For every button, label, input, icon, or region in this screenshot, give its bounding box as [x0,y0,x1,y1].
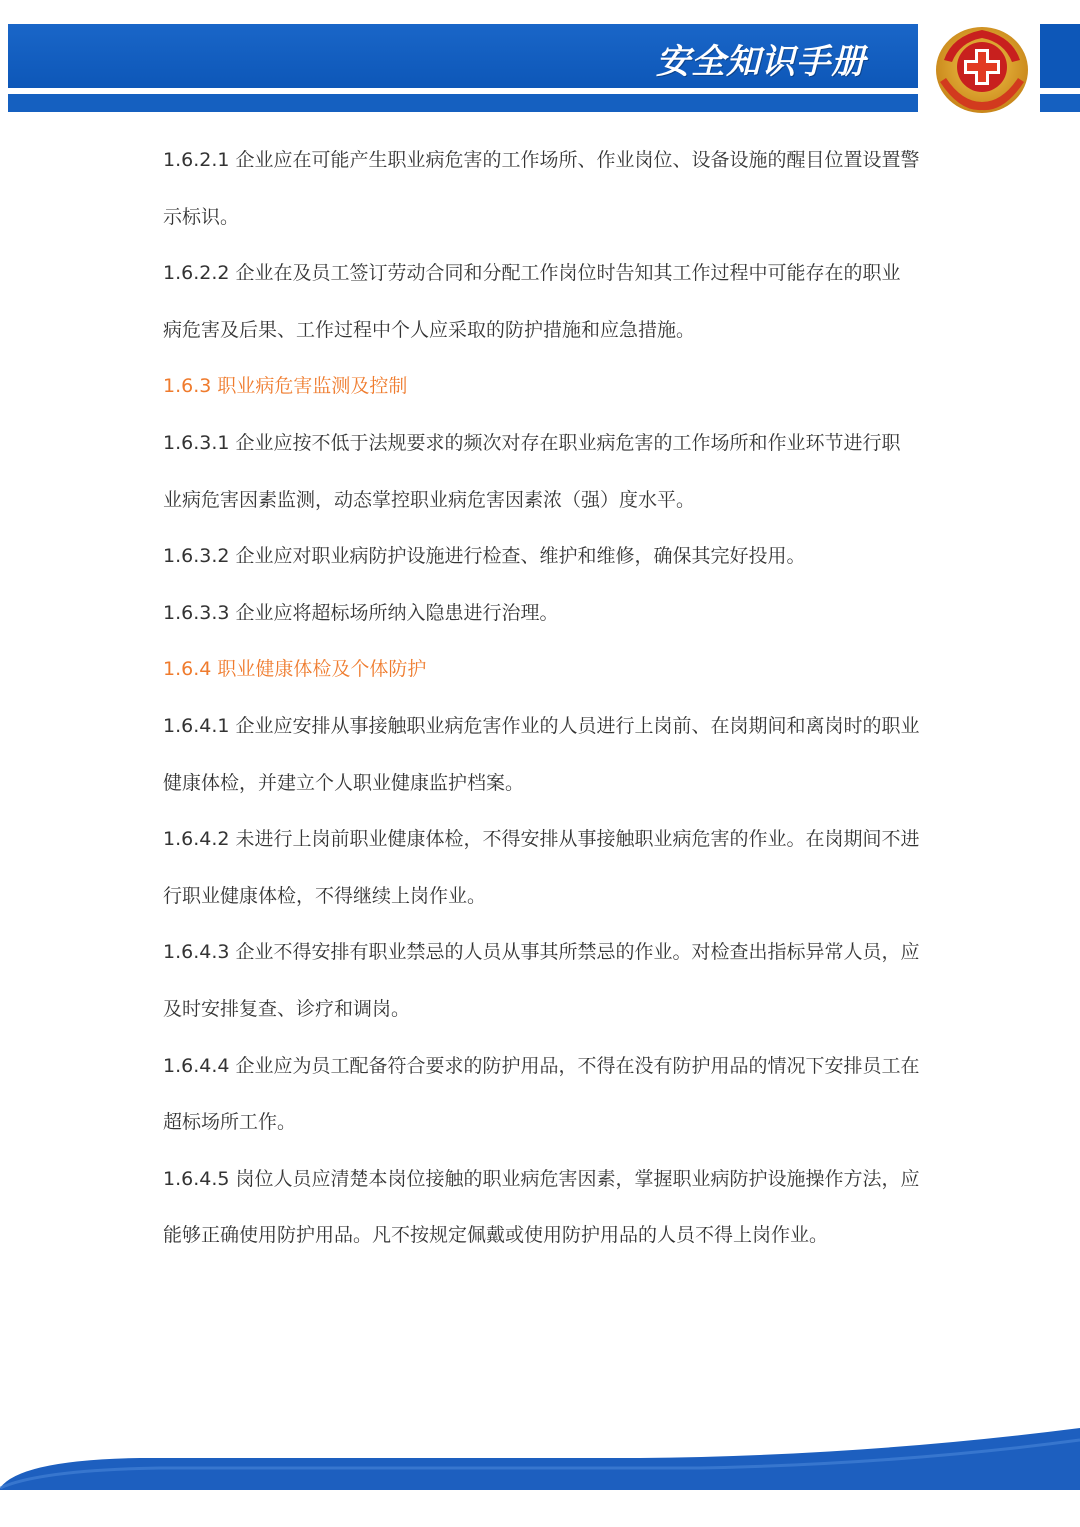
text-line: 健康体检，并建立个人职业健康监护档案。 [163,771,525,794]
text-line: 1.6.2.1 企业应在可能产生职业病危害的工作场所、作业岗位、设备设施的醒目位置设置警 [163,149,920,171]
text-line: 超标场所工作。 [163,1111,297,1134]
header-banner-right [1040,24,1080,88]
text-line: 1.6.3.2 企业应对职业病防护设施进行检查、维护和维修，确保其完好投用。 [163,545,806,568]
header-stripe-right [1040,94,1080,112]
text-line: 及时安排复查、诊疗和调岗。 [163,997,411,1020]
header-stripe [8,94,918,112]
page-title: 安全知识手册 [656,42,866,82]
text-line: 业病危害因素监测，动态掌控职业病危害因素浓（强）度水平。 [163,488,696,511]
section-heading: 1.6.4 职业健康体检及个体防护 [163,658,427,681]
text-line: 行职业健康体检，不得继续上岗作业。 [163,884,487,907]
document-body [163,132,923,1264]
text-line: 1.6.3.3 企业应将超标场所纳入隐患进行治理。 [163,601,559,624]
footer-wave [0,1420,1080,1490]
text-line: 能够正确使用防护用品。凡不按规定佩戴或使用防护用品的人员不得上岗作业。 [163,1224,829,1247]
text-line: 示标识。 [163,205,240,228]
text-line: 1.6.4.1 企业应安排从事接触职业病危害作业的人员进行上岗前、在岗期间和离岗时的职业 [163,714,920,737]
text-line: 1.6.4.5 岗位人员应清楚本岗位接触的职业病危害因素，掌握职业病防护设施操作方法，应 [163,1167,920,1190]
section-heading: 1.6.3 职业病危害监测及控制 [163,375,408,398]
text-line: 1.6.4.2 未进行上岗前职业健康体检，不得安排从事接触职业病危害的作业。在岗期间不进 [163,828,920,851]
text-line: 1.6.2.2 企业在及员工签订劳动合同和分配工作岗位时告知其工作过程中可能存在的职业 [163,262,901,285]
text-line: 病危害及后果、工作过程中个人应采取的防护措施和应急措施。 [163,318,696,341]
safety-cross-emblem-icon [930,20,1034,118]
text-line: 1.6.4.3 企业不得安排有职业禁忌的人员从事其所禁忌的作业。对检查出指标异常人员，应 [163,941,920,964]
text-line: 1.6.3.1 企业应按不低于法规要求的频次对存在职业病危害的工作场所和作业环节进行职 [163,431,901,454]
text-line: 1.6.4.4 企业应为员工配备符合要求的防护用品，不得在没有防护用品的情况下安排员工在 [163,1054,920,1077]
